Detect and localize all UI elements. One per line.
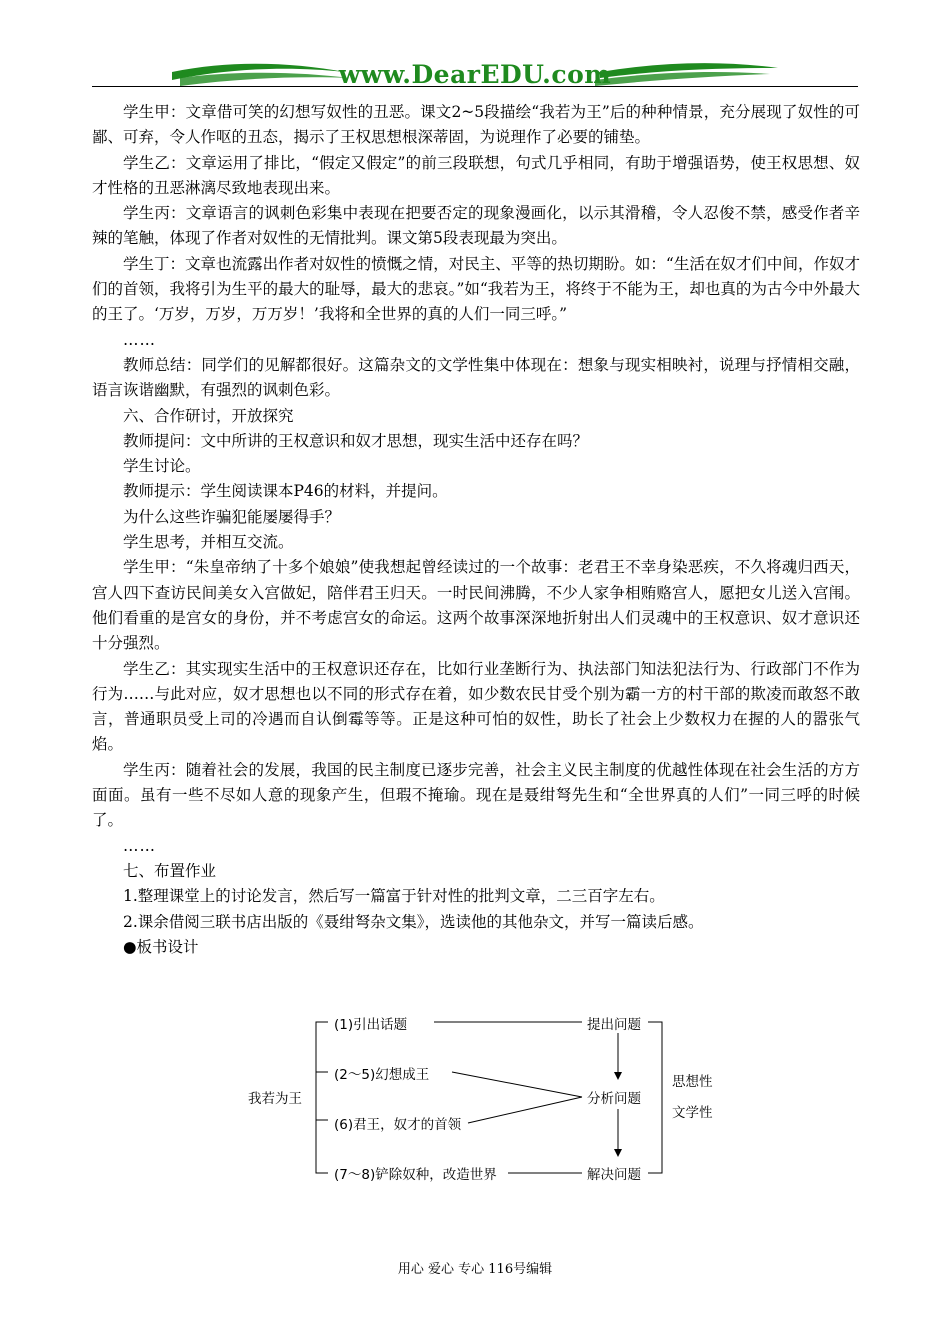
diagram-step-raise: 提出问题 <box>587 1017 641 1033</box>
paragraph-student-d: 学生丁：文章也流露出作者对奴性的愤慨之情，对民主、平等的热切期盼。如：“生活在奴才们中间，作奴才们的首领，我将引为生平的最大的耻辱，最大的悲哀。”如“我若为王，将终于不能为王，却也真的为古今中外最大的王了。‘万岁，万岁，万万岁！’我将和全世界的真的人们一同三呼。” <box>92 254 860 324</box>
diagram-root-label: 我若为王 <box>248 1091 302 1107</box>
diagram-branch-3: (6)君王，奴才的首领 <box>334 1117 462 1133</box>
paragraph-student-b-2: 学生乙：其实现实生活中的王权意识还存在，比如行业垄断行为、执法部门知法犯法行为、行政部门不作为行为……与此对应，奴才思想也以不同的形式存在着，如少数农民甘受个别为霸一方的村干部的欺凌而敢怒不敢言，普通职员受上司的冷遇而自认倒霉等等。正是这种可怕的奴性，助长了社会上少数权力在握的人的嚣张气焰。 <box>92 659 860 754</box>
paragraph-student-a: 学生甲：文章借可笑的幻想写奴性的丑恶。课文2~5段描绘“我若为王”后的种种情景，充分展现了奴性的可鄙、可弃，令人作呕的丑态，揭示了王权思想根深蒂固，为说理作了必要的铺垫。 <box>92 103 860 147</box>
ellipsis-1: …… <box>123 330 156 349</box>
diagram-branch-1: (1)引出话题 <box>334 1017 408 1033</box>
paragraph-teacher-summary: 教师总结：同学们的见解都很好。这篇杂文的文学性集中体现在：想象与现实相映衬，说理与抒情相交融，语言诙谐幽默，有强烈的讽刺色彩。 <box>92 355 860 400</box>
diagram-branch-2: (2～5)幻想成王 <box>334 1067 430 1083</box>
site-logo <box>170 58 780 94</box>
diagram-step-solve: 解决问题 <box>587 1167 641 1183</box>
page-footer: 用心 爱心 专心 116号编辑 <box>397 1262 553 1277</box>
diagram-branch-4: (7～8)铲除奴种，改造世界 <box>334 1167 497 1183</box>
site-name: www.DearEDU.com <box>338 60 612 89</box>
section-heading-6: 六、合作研讨，开放探究 <box>123 406 294 425</box>
paragraph-student-think: 学生思考，并相互交流。 <box>123 533 294 552</box>
paragraph-question: 为什么这些诈骗犯能屡屡得手？ <box>123 507 341 526</box>
paragraph-teacher-question: 教师提问：文中所讲的王权意识和奴才思想，现实生活中还存在吗？ <box>123 431 589 450</box>
homework-item-1: 1.整理课堂上的讨论发言，然后写一篇富于针对性的批判文章，二三百字左右。 <box>123 887 665 906</box>
main-text <box>92 100 860 960</box>
ellipsis-2: …… <box>123 836 156 855</box>
diagram-aspect-thought: 思想性 <box>672 1074 713 1090</box>
section-heading-7: 七、布置作业 <box>123 861 217 880</box>
homework-item-2: 2.课余借阅三联书店出版的《聂绀弩杂文集》，选读他的其他杂文，并写一篇读后感。 <box>123 912 704 931</box>
paragraph-student-c: 学生丙：文章语言的讽刺色彩集中表现在把要否定的现象漫画化，以示其滑稽，令人忍俊不禁，感受作者辛辣的笔触，体现了作者对奴性的无情批判。课文第5段表现最为突出。 <box>92 204 860 248</box>
paragraph-student-discussion: 学生讨论。 <box>123 457 201 476</box>
paragraph-student-a-2: 学生甲：“朱皇帝纳了十多个娘娘”使我想起曾经读过的一个故事：老君王不幸身染恶疾，不久将魂归西天，宫人四下查访民间美女入宫做妃，陪伴君王归天。一时民间沸腾，不少人家争相贿赂宫人，愿把女儿送入宫闱。他们看重的是宫女的身份，并不考虑宫女的命运。这两个故事深深地折射出人们灵魂中的王权意识、奴才意识还十分强烈。 <box>92 558 860 653</box>
header-divider <box>92 86 858 87</box>
board-design-heading: ●板书设计 <box>123 937 199 956</box>
paragraph-student-b: 学生乙：文章运用了排比，“假定又假定”的前三段联想，句式几乎相同，有助于增强语势，使王权思想、奴才性格的丑恶淋漓尽致地表现出来。 <box>92 153 860 197</box>
paragraph-teacher-hint: 教师提示：学生阅读课本P46的材料，并提问。 <box>123 482 448 501</box>
diagram-aspect-literary: 文学性 <box>672 1105 713 1121</box>
board-diagram <box>240 1005 740 1205</box>
paragraph-student-c-2: 学生丙：随着社会的发展，我国的民主制度已逐步完善，社会主义民主制度的优越性体现在社会生活的方方面面。虽有一些不尽如人意的现象产生，但瑕不掩瑜。现在是聂绀弩先生和“全世界真的人们”一同三呼的时候了。 <box>92 760 860 830</box>
diagram-step-analyze: 分析问题 <box>587 1091 641 1107</box>
